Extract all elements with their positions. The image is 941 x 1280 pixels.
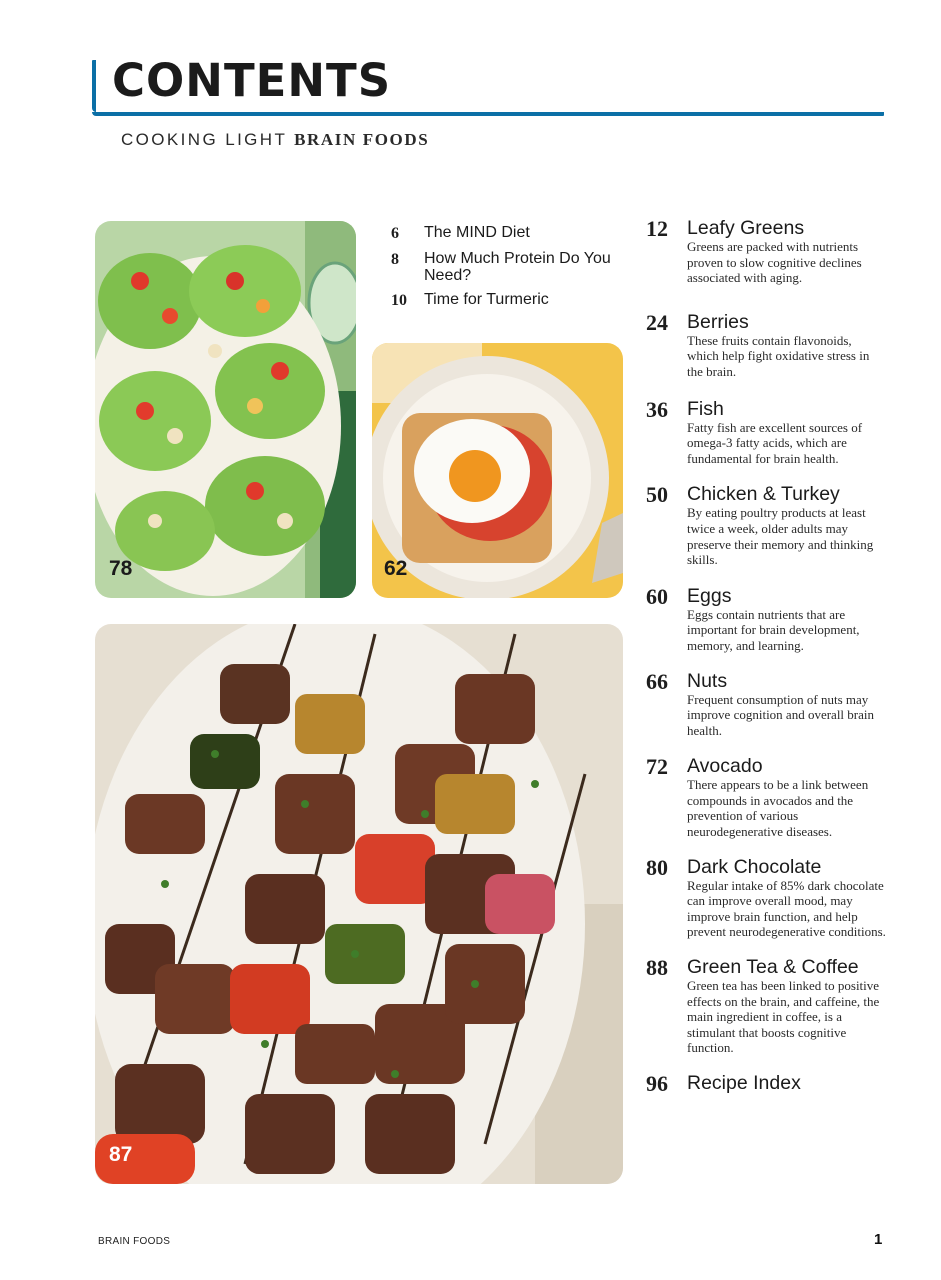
toc-title: Fish: [687, 397, 724, 420]
toc-page-number: 12: [646, 216, 668, 241]
toc-description: There appears to be a link between compounds in avocados and the prevention of various neurodegenerative diseases.: [687, 777, 869, 840]
toc-page-number: 96: [646, 1071, 668, 1096]
toc-description: Fatty fish are excellent sources of omega-3 fatty acids, which are fundamental for brain health.: [687, 419, 863, 466]
toc-description: Regular intake of 85% dark chocolate can improve overall mood, may improve brain function, and help prevent neurodegenerative conditions.: [687, 877, 886, 940]
toc-title: Leafy Greens: [687, 217, 805, 239]
header-underline: [92, 112, 884, 116]
feature-page-number: 10: [391, 292, 407, 309]
feature-page-number: 6: [391, 225, 399, 242]
lettuce-wraps-illustration: [95, 221, 356, 598]
toc-item-green-tea-coffee[interactable]: [646, 956, 886, 1056]
toc-title: Avocado: [687, 755, 763, 778]
page-title: CONTENTS: [112, 54, 392, 107]
toc-page-number: 72: [646, 754, 668, 780]
toc-item-berries[interactable]: [646, 311, 886, 380]
toc-description: Greens are packed with nutrients proven to slow cognitive declines associated with aging.: [687, 239, 862, 286]
toc-page-number: 80: [646, 854, 668, 880]
toc-title: Eggs: [687, 584, 732, 607]
toc-item-avocado[interactable]: [646, 755, 886, 839]
egg-toast-illustration: [372, 343, 623, 598]
subtitle-light: COOKING LIGHT: [121, 130, 287, 149]
toc-item-eggs[interactable]: [646, 585, 886, 654]
toc-item-fish[interactable]: [646, 398, 886, 467]
feature-item-protein[interactable]: [391, 250, 621, 284]
toc-title: Berries: [687, 310, 749, 333]
toc-title: Nuts: [687, 669, 728, 692]
toc-item-leafy-greens[interactable]: [646, 217, 886, 286]
toc-description: Eggs contain nutrients that are important for brain development, memory, and learning.: [687, 606, 860, 653]
photo-page-number: 78: [109, 557, 133, 580]
table-of-contents: [646, 217, 886, 1096]
toc-item-dark-chocolate[interactable]: [646, 856, 886, 940]
feature-title: Time for Turmeric: [424, 291, 549, 308]
toc-page-number: 66: [646, 668, 668, 694]
page-header: [92, 54, 884, 116]
footer-page-number: 1: [874, 1231, 883, 1248]
toc-title: Recipe Index: [687, 1072, 801, 1094]
toc-description: Frequent consumption of nuts may improve cognition and overall brain health.: [687, 691, 875, 738]
page-subtitle: [121, 130, 429, 150]
toc-page-number: 36: [646, 396, 668, 422]
photo-page-number: 87: [109, 1143, 133, 1166]
toc-description: These fruits contain flavonoids, which help fight oxidative stress in the brain.: [687, 332, 870, 379]
toc-title: Green Tea & Coffee: [687, 956, 859, 979]
toc-description: Green tea has been linked to positive effects on the brain, and caffeine, the main ingredient in coffee, is a stimulant that boosts cognitive function.: [687, 978, 880, 1056]
toc-item-recipe-index[interactable]: [646, 1072, 886, 1096]
feature-list: [391, 224, 621, 317]
toc-description: By eating poultry products at least twice a week, older adults may preserve their memory and thinking skills.: [687, 505, 874, 568]
toc-title: Dark Chocolate: [687, 855, 822, 878]
feature-item-mind-diet[interactable]: [391, 224, 621, 243]
header-accent-bar: [92, 60, 96, 112]
toc-page-number: 88: [646, 955, 668, 981]
toc-title: Chicken & Turkey: [687, 483, 840, 506]
toc-page-number: 50: [646, 482, 668, 508]
footer-running-title: BRAIN FOODS: [98, 1236, 171, 1247]
subtitle-bold: BRAIN FOODS: [294, 130, 430, 149]
feature-page-number: 8: [391, 251, 399, 268]
toc-page-number: 24: [646, 309, 668, 335]
kebabs-illustration: [95, 624, 623, 1184]
photo-kebabs: [95, 624, 623, 1184]
toc-page-number: 60: [646, 583, 668, 609]
photo-page-number: 62: [384, 557, 408, 580]
feature-title: How Much Protein Do You Need?: [424, 250, 611, 284]
feature-item-turmeric[interactable]: [391, 291, 621, 310]
toc-item-nuts[interactable]: [646, 670, 886, 739]
photo-lettuce-wraps: [95, 221, 356, 598]
feature-title: The MIND Diet: [424, 224, 530, 241]
toc-item-chicken-turkey[interactable]: [646, 483, 886, 567]
photo-egg-toast: [372, 343, 623, 598]
